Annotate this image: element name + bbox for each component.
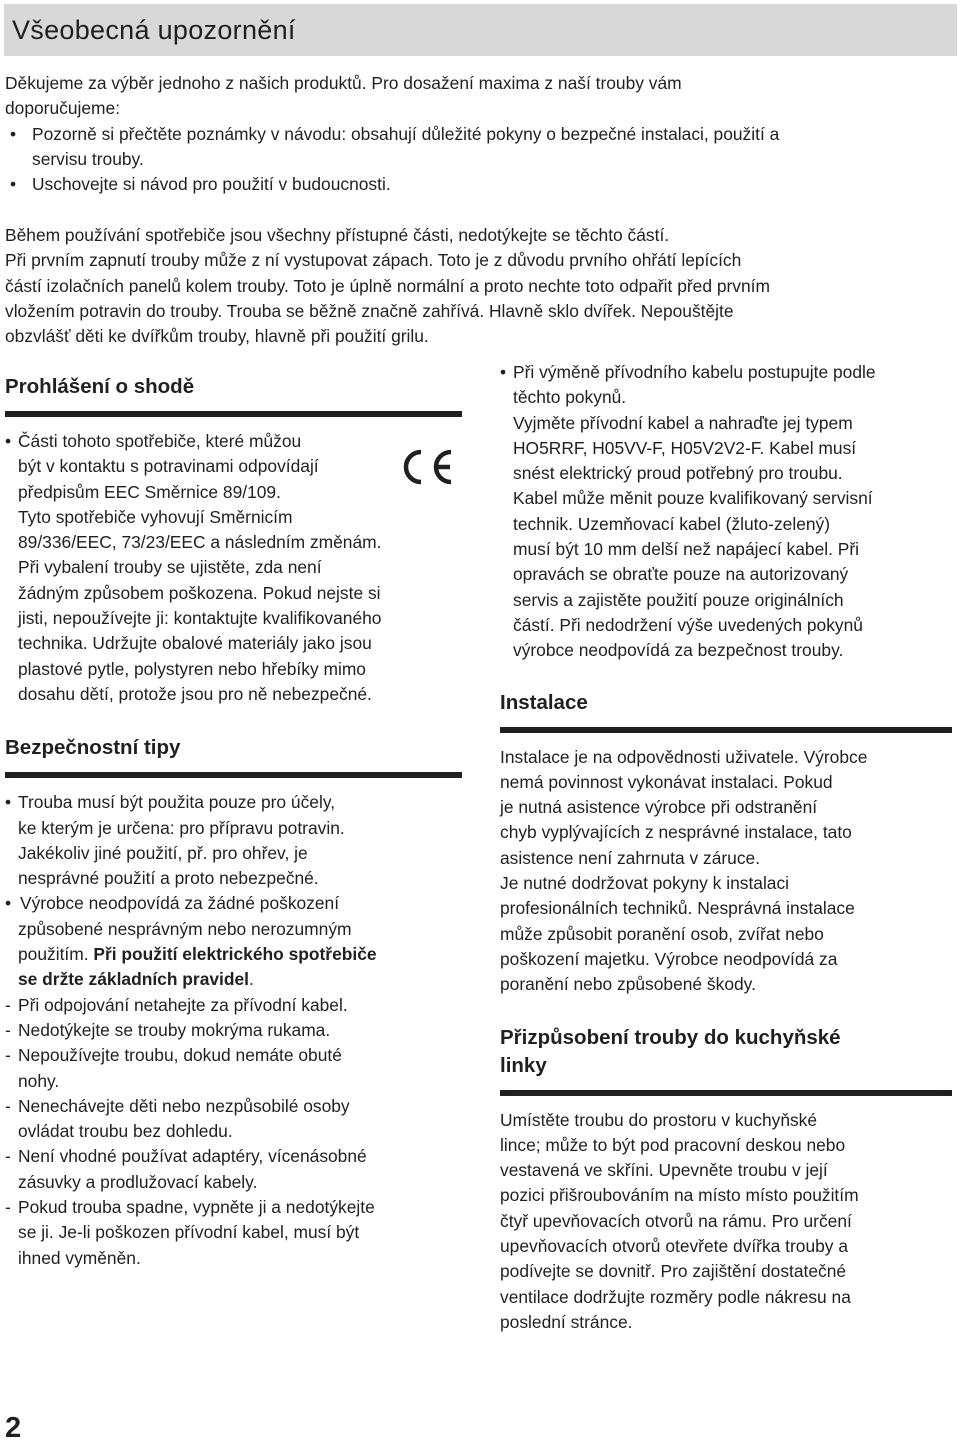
- safety-line: zásuvky a prodlužovací kabely.: [18, 1171, 258, 1192]
- safety-dash-item: [5, 1195, 465, 1271]
- conformity-line: Části tohoto spotřebiče, které můžou: [18, 431, 302, 451]
- intro-bullet: [5, 122, 950, 173]
- title-bar: [4, 4, 957, 56]
- safety-heading: Bezpečnostní tipy: [5, 736, 181, 760]
- right-column: [500, 360, 955, 1335]
- safety-line: nohy.: [18, 1070, 60, 1091]
- dash-marker: -: [5, 1045, 11, 1066]
- installation-text: [500, 745, 955, 998]
- adaptation-line: podívejte se dovnitř. Pro zajištění dostatečné: [500, 1261, 847, 1282]
- cable-bullet: [500, 360, 955, 664]
- safety-dash-item: [5, 1094, 465, 1145]
- ce-mark-icon: [393, 446, 457, 488]
- safety-line: Výrobce neodpovídá za žádné poškození: [20, 893, 340, 914]
- safety-line: Nedotýkejte se trouby mokrýma rukama.: [18, 1019, 331, 1040]
- adaptation-heading-line: Přizpůsobení trouby do kuchyňské: [500, 1025, 841, 1049]
- cable-line: musí být 10 mm delší než napájecí kabel. Při: [513, 539, 860, 560]
- safety-line: Trouba musí být použita pouze pro účely,: [18, 792, 336, 813]
- page-number: 2: [5, 1412, 22, 1444]
- adaptation-line: ventilace dodržujte rozměry podle nákresu na: [500, 1286, 851, 1307]
- dash-marker: -: [5, 994, 11, 1015]
- installation-line: může způsobit poranění osob, zvířat nebo: [500, 923, 824, 944]
- dash-marker: -: [5, 1146, 11, 1167]
- installation-line: Je nutné dodržovat pokyny k instalaci: [500, 873, 790, 894]
- safety-line: ke kterým je určena: pro přípravu potravin.: [18, 817, 345, 838]
- cable-line: Kabel může měnit pouze kvalifikovaný servisní: [513, 488, 873, 509]
- adaptation-line: upevňovacích otvorů otevřete dvířka trouby a: [500, 1236, 849, 1257]
- conformity-heading: Prohlášení o shodě: [5, 375, 195, 398]
- safety-line: [18, 967, 465, 992]
- page-title: Všeobecná upozornění: [12, 15, 296, 45]
- dash-marker: -: [5, 1095, 11, 1116]
- cable-line: Při výměně přívodního kabelu postupujte podle: [513, 362, 876, 382]
- warning-line: Při prvním zapnutí trouby může z ní vystupovat zápach. Toto je z důvodu prvního ohřátí lepících: [5, 250, 742, 271]
- intro-line: Děkujeme za výběr jednoho z našich produktů. Pro dosažení maxima z naší trouby vám: [5, 73, 682, 93]
- warning-line: vložením potravin do trouby. Trouba se běžně značně zahřívá. Hlavně sklo dvířek. Nepouštějte: [5, 300, 734, 321]
- safety-emphasis: se držte základních pravidel: [18, 969, 249, 990]
- installation-line: je nutná asistence výrobce při odstranění: [500, 797, 818, 818]
- adaptation-line: vestavená ve skříni. Upevněte troubu v její: [500, 1160, 828, 1181]
- intro-bullet-line: servisu trouby.: [32, 148, 144, 169]
- safety-bullet: [5, 891, 465, 992]
- intro-bullet: [5, 172, 950, 197]
- conformity-line: Tyto spotřebiče vyhovují Směrnicím: [18, 506, 293, 527]
- installation-line: Instalace je na odpovědnosti uživatele. Výrobce: [500, 746, 868, 767]
- conformity-line: 89/336/EEC, 73/23/EEC a následním změnám.: [18, 532, 382, 553]
- cable-line: HO5RRF, H05VV-F, H05V2V2-F. Kabel musí: [513, 437, 857, 458]
- cable-line: servis a zajistěte použití pouze originálních: [513, 589, 844, 610]
- cable-line: snést elektrický proud potřebný pro troubu.: [513, 463, 843, 484]
- adaptation-line: poslední stránce.: [500, 1311, 633, 1332]
- safety-line: [18, 942, 465, 967]
- section-rule: [5, 411, 462, 417]
- safety-line: nesprávné použití a proto nebezpečné.: [18, 868, 319, 889]
- intro-line: doporučujeme:: [5, 98, 121, 119]
- section-rule: [500, 1090, 952, 1096]
- intro-bullet-line: • Uschovejte si návod pro použití v budoucnosti.: [32, 174, 391, 195]
- safety-line: se ji. Je-li poškozen přívodní kabel, musí být: [18, 1222, 360, 1243]
- safety-line: způsobené nesprávným nebo nerozumným: [18, 918, 352, 939]
- safety-dash-item: [5, 1018, 465, 1043]
- installation-line: poškození majetku. Výrobce neodpovídá za: [500, 948, 838, 969]
- installation-line: nemá povinnost vykonávat instalaci. Pokud: [500, 771, 833, 792]
- cable-line: Vyjměte přívodní kabel a nahraďte jej typem: [513, 412, 853, 433]
- bullet-marker: •: [5, 431, 12, 451]
- safety-dash-item: [5, 1043, 465, 1094]
- warning-line: obzvlášť děti ke dvířkům trouby, hlavně při použití grilu.: [5, 326, 429, 347]
- conformity-line: jisti, nepoužívejte ji: kontaktujte kvalifikovaného: [18, 608, 382, 629]
- conformity-line: plastové pytle, polystyren nebo hřebíky mimo: [18, 658, 366, 679]
- warning-line: částí izolačních panelů kolem trouby. Toto je úplně normální a proto nechte toto odpařit před prvním: [5, 275, 770, 296]
- safety-line: ovládat troubu bez dohledu.: [18, 1121, 233, 1142]
- conformity-line: být v kontaktu s potravinami odpovídají: [18, 456, 319, 477]
- adaptation-heading-line: linky: [500, 1053, 547, 1077]
- cable-line: technik. Uzemňovací kabel (žluto-zelený): [513, 513, 831, 534]
- safety-line: Pokud trouba spadne, vypněte ji a nedotýkejte: [18, 1197, 375, 1218]
- safety-line: Nenechávejte děti nebo nezpůsobilé osoby: [18, 1095, 350, 1116]
- dash-marker: -: [5, 1019, 11, 1040]
- safety-text: .: [249, 969, 254, 990]
- bullet-marker: •: [5, 893, 12, 914]
- safety-line: Při odpojování netahejte za přívodní kabel.: [18, 994, 348, 1015]
- conformity-line: technika. Udržujte obalové materiály jako jsou: [18, 633, 372, 654]
- cable-line: částí. Při nedodržení výše uvedených pokynů: [513, 614, 863, 635]
- section-rule: [5, 772, 462, 778]
- left-column: [5, 373, 465, 1271]
- installation-line: poranění nebo způsobené škody.: [500, 974, 756, 995]
- safety-line: Není vhodné používat adaptéry, vícenásobné: [18, 1146, 367, 1167]
- section-rule: [500, 727, 952, 733]
- bullet-marker: •: [5, 792, 12, 813]
- safety-dash-item: [5, 1144, 465, 1195]
- cable-line: těchto pokynů.: [513, 387, 627, 408]
- adaptation-line: čtyř upevňovacích otvorů na rámu. Pro určení: [500, 1210, 852, 1231]
- warning-paragraph: [5, 223, 950, 349]
- cable-line: výrobce neodpovídá za bezpečnost trouby.: [513, 640, 844, 661]
- adaptation-line: Umístěte troubu do prostoru v kuchyňské: [500, 1109, 818, 1130]
- safety-line: Nepoužívejte troubu, dokud nemáte obuté: [18, 1045, 342, 1066]
- intro-bullet-line: • Pozorně si přečtěte poznámky v návodu: obsahují důležité pokyny o bezpečné instalaci, použití a: [32, 123, 780, 144]
- conformity-line: předpisům EEC Směrnice 89/109.: [18, 481, 281, 502]
- intro-section: [5, 71, 950, 197]
- safety-dash-item: [5, 993, 465, 1018]
- installation-line: chyb vyplývajících z nesprávné instalace, tato: [500, 822, 852, 843]
- adaptation-text: [500, 1108, 955, 1336]
- conformity-text: [5, 505, 465, 707]
- installation-line: asistence není zahrnuta v záruce.: [500, 847, 761, 868]
- adaptation-line: pozici přišroubováním na místo místo použitím: [500, 1185, 859, 1206]
- adaptation-heading: [500, 1024, 955, 1080]
- conformity-line: Při vybalení trouby se ujistěte, zda není: [18, 557, 322, 578]
- conformity-line: žádným způsobem poškozena. Pokud nejste si: [18, 582, 381, 603]
- conformity-line: dosahu dětí, protože jsou pro ně nebezpečné.: [18, 683, 372, 704]
- warning-line: Během používání spotřebiče jsou všechny přístupné části, nedotýkejte se těchto částí.: [5, 225, 670, 245]
- safety-bullet: [5, 790, 465, 891]
- safety-line: ihned vyměněn.: [18, 1247, 141, 1268]
- installation-line: profesionálních techniků. Nesprávná instalace: [500, 898, 855, 919]
- safety-text: použitím.: [18, 944, 94, 965]
- adaptation-line: lince; může to být pod pracovní deskou nebo: [500, 1134, 846, 1155]
- dash-marker: -: [5, 1197, 11, 1218]
- bullet-marker: •: [500, 362, 507, 382]
- safety-emphasis: Při použití elektrického spotřebiče: [93, 944, 377, 965]
- cable-line: opravách se obraťte pouze na autorizovaný: [513, 564, 849, 585]
- installation-heading: Instalace: [500, 690, 588, 714]
- safety-line: Jakékoliv jiné použití, př. pro ohřev, je: [18, 842, 308, 863]
